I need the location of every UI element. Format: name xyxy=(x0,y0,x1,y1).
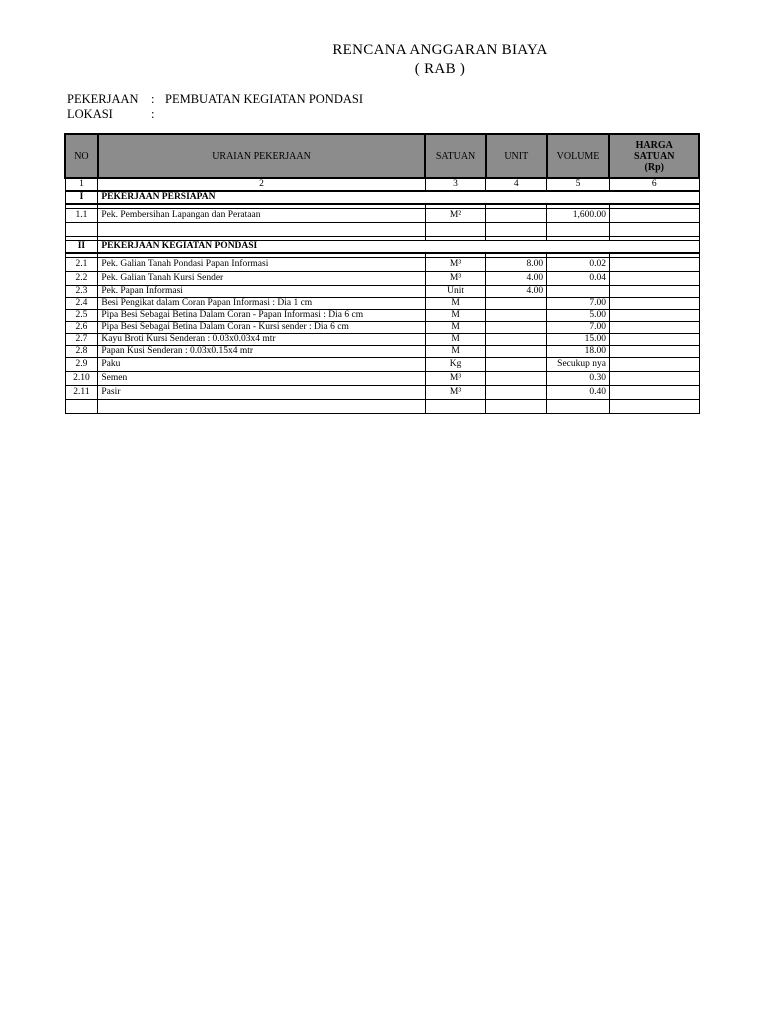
table-row xyxy=(65,209,699,223)
section-row xyxy=(65,191,699,204)
colnum-cell: 6 xyxy=(609,178,699,191)
cell-no: 2.9 xyxy=(65,358,98,372)
header-harga-line1: HARGA xyxy=(635,139,673,151)
pekerjaan-colon: : xyxy=(151,92,155,106)
cell-harga xyxy=(609,258,699,272)
table-row xyxy=(65,322,699,334)
cell-harga xyxy=(609,358,699,372)
cell-unit: 4.00 xyxy=(486,272,547,286)
cell-satuan: M xyxy=(425,310,486,322)
table-row xyxy=(65,258,699,272)
cell-uraian: Pek. Pembersihan Lapangan dan Perataan xyxy=(98,209,425,223)
cell-volume: 0.30 xyxy=(547,372,610,386)
cell-unit xyxy=(486,209,547,223)
document-subtitle: ( RAB ) xyxy=(414,61,466,77)
cell-uraian: Papan Kusi Senderan : 0.03x0.15x4 mtr xyxy=(98,346,425,358)
cell-harga xyxy=(609,372,699,386)
column-number-row xyxy=(65,178,699,191)
empty-row xyxy=(65,223,699,237)
cell-harga xyxy=(609,346,699,358)
cell-unit xyxy=(486,386,547,400)
cell-satuan: M xyxy=(425,346,486,358)
cell-unit xyxy=(486,298,547,310)
table-row xyxy=(65,358,699,372)
header-harga-line2: SATUAN xyxy=(634,150,675,162)
cell-uraian: Pipa Besi Sebagai Betina Dalam Coran - Papan Informasi : Dia 6 cm xyxy=(98,310,425,322)
cell-uraian: Paku xyxy=(98,358,425,372)
colnum-cell: 3 xyxy=(425,178,486,191)
cell-uraian: Pek. Galian Tanah Pondasi Papan Informasi xyxy=(98,258,425,272)
cell-uraian: Semen xyxy=(98,372,425,386)
header-satuan: SATUAN xyxy=(425,134,486,178)
table-row xyxy=(65,286,699,298)
header-volume: VOLUME xyxy=(547,134,610,178)
cell-no: 2.7 xyxy=(65,334,98,346)
cell-no: 2.8 xyxy=(65,346,98,358)
cell-uraian: Pek. Galian Tanah Kursi Sender xyxy=(98,272,425,286)
cell-satuan: Kg xyxy=(425,358,486,372)
cell-no: 2.3 xyxy=(65,286,98,298)
table-header-row xyxy=(65,134,699,178)
cell-unit xyxy=(486,372,547,386)
header-harga-satuan xyxy=(609,134,699,178)
cell-harga xyxy=(609,386,699,400)
cell-satuan: Unit xyxy=(425,286,486,298)
cell-no: 2.6 xyxy=(65,322,98,334)
cell-volume xyxy=(547,286,610,298)
cell-unit xyxy=(486,322,547,334)
cell-no: 2.4 xyxy=(65,298,98,310)
cell-satuan: M³ xyxy=(425,258,486,272)
pekerjaan-line xyxy=(67,92,363,107)
section-no: I xyxy=(65,191,98,204)
cell-uraian: Pasir xyxy=(98,386,425,400)
table-row xyxy=(65,298,699,310)
cell-no: 2.1 xyxy=(65,258,98,272)
lokasi-label: LOKASI xyxy=(67,107,113,121)
table-row xyxy=(65,310,699,322)
pekerjaan-value: PEMBUATAN KEGIATAN PONDASI xyxy=(165,92,364,106)
table-row xyxy=(65,346,699,358)
cell-volume: Secukup nya xyxy=(547,358,610,372)
pekerjaan-label: PEKERJAAN xyxy=(67,92,139,106)
section-title: PEKERJAAN KEGIATAN PONDASI xyxy=(98,241,699,254)
cell-volume: 7.00 xyxy=(547,298,610,310)
section-no: II xyxy=(65,241,98,254)
cell-unit xyxy=(486,334,547,346)
cell-satuan: M³ xyxy=(425,272,486,286)
header-harga-line3: (Rp) xyxy=(644,161,664,173)
cell-unit: 4.00 xyxy=(486,286,547,298)
cell-volume: 15.00 xyxy=(547,334,610,346)
document-title: RENCANA ANGGARAN BIAYA xyxy=(332,42,548,58)
cell-unit: 8.00 xyxy=(486,258,547,272)
colnum-cell: 5 xyxy=(547,178,610,191)
cell-volume: 5.00 xyxy=(547,310,610,322)
cell-unit xyxy=(486,358,547,372)
colnum-cell: 2 xyxy=(98,178,425,191)
cell-unit xyxy=(486,310,547,322)
header-unit: UNIT xyxy=(486,134,547,178)
lokasi-line xyxy=(67,107,165,122)
cell-harga xyxy=(609,310,699,322)
table-row xyxy=(65,372,699,386)
cell-volume: 1,600.00 xyxy=(547,209,610,223)
cell-volume: 18.00 xyxy=(547,346,610,358)
table-row xyxy=(65,386,699,400)
cell-uraian: Pek. Papan Informasi xyxy=(98,286,425,298)
table-row xyxy=(65,272,699,286)
colnum-cell: 4 xyxy=(486,178,547,191)
cell-volume: 0.04 xyxy=(547,272,610,286)
cell-harga xyxy=(609,286,699,298)
cell-satuan: M xyxy=(425,334,486,346)
cell-harga xyxy=(609,322,699,334)
cell-no: 2.10 xyxy=(65,372,98,386)
cell-uraian: Pipa Besi Sebagai Betina Dalam Coran - Kursi sender : Dia 6 cm xyxy=(98,322,425,334)
cell-satuan: M xyxy=(425,298,486,310)
cell-satuan: M xyxy=(425,322,486,334)
colnum-cell: 1 xyxy=(65,178,98,191)
cell-harga xyxy=(609,209,699,223)
cell-uraian: Kayu Broti Kursi Senderan : 0.03x0.03x4 mtr xyxy=(98,334,425,346)
cell-unit xyxy=(486,346,547,358)
table-row xyxy=(65,334,699,346)
header-no: NO xyxy=(65,134,98,178)
cell-volume: 0.40 xyxy=(547,386,610,400)
cell-no: 1.1 xyxy=(65,209,98,223)
cell-no: 2.11 xyxy=(65,386,98,400)
cell-satuan: M³ xyxy=(425,372,486,386)
header-uraian: URAIAN PEKERJAAN xyxy=(98,134,425,178)
cell-satuan: M³ xyxy=(425,386,486,400)
cell-harga xyxy=(609,298,699,310)
cell-no: 2.5 xyxy=(65,310,98,322)
cell-satuan: M² xyxy=(425,209,486,223)
cell-volume: 7.00 xyxy=(547,322,610,334)
cell-harga xyxy=(609,334,699,346)
rab-table xyxy=(64,133,700,414)
cell-uraian: Besi Pengikat dalam Coran Papan Informasi : Dia 1 cm xyxy=(98,298,425,310)
section-title: PEKERJAAN PERSIAPAN xyxy=(98,191,699,204)
lokasi-colon: : xyxy=(151,107,155,121)
cell-harga xyxy=(609,272,699,286)
cell-volume: 0.02 xyxy=(547,258,610,272)
section-row xyxy=(65,241,699,254)
empty-row xyxy=(65,400,699,414)
cell-no: 2.2 xyxy=(65,272,98,286)
